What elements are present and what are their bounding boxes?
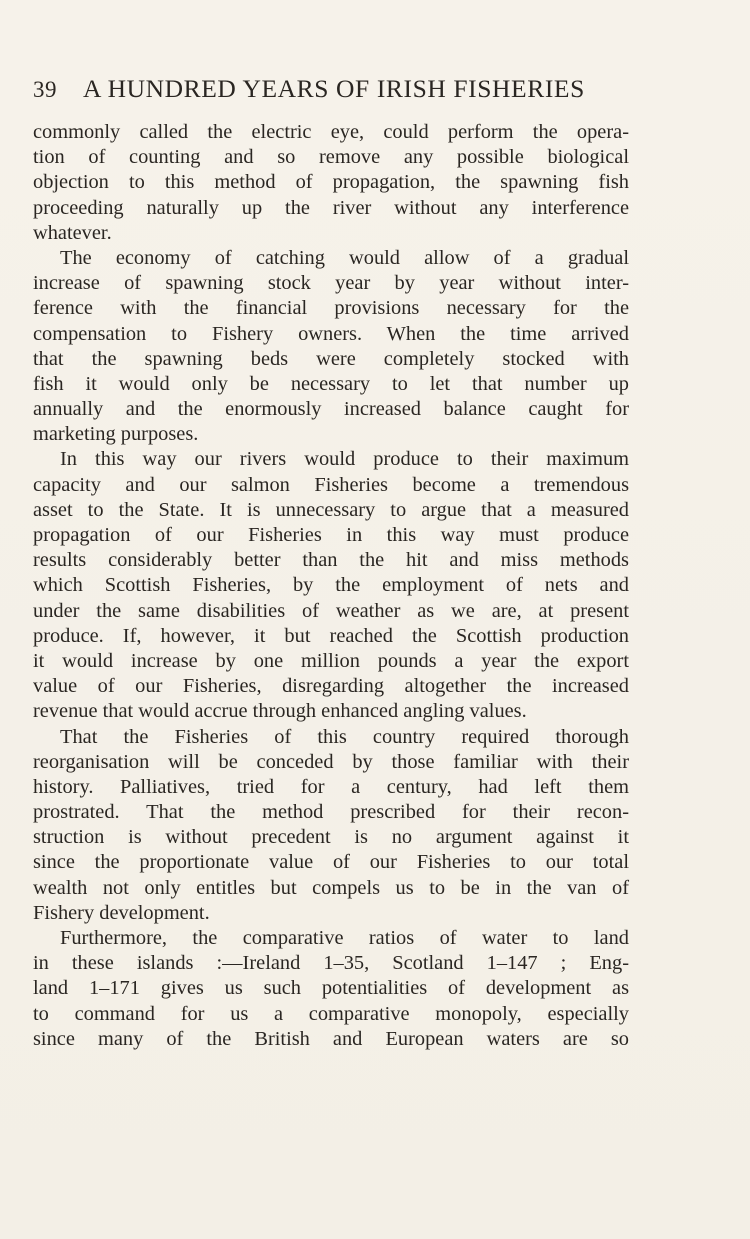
text-line: increase of spawning stock year by year without inter- (33, 272, 629, 295)
paragraph (33, 120, 629, 246)
paragraph (33, 926, 629, 1052)
text-line: that the spawning beds were completely stocked with (33, 347, 629, 370)
running-title: A HUNDRED YEARS OF IRISH FISHERIES (83, 74, 585, 103)
text-line: revenue that would accrue through enhanced angling values. (33, 700, 527, 723)
text-line: In this way our rivers would produce to their maximum (60, 448, 629, 471)
text-line: asset to the State. It is unnecessary to argue that a measured (33, 498, 629, 521)
text-line: fish it would only be necessary to let that number up (33, 372, 629, 395)
text-line: results considerably better than the hit and miss methods (33, 549, 629, 572)
text-line: That the Fisheries of this country required thorough (60, 725, 629, 748)
text-line: proceeding naturally up the river without any interference (33, 196, 629, 219)
text-line: objection to this method of propagation, the spawning fish (33, 171, 629, 194)
text-line: struction is without precedent is no argument against it (33, 826, 629, 849)
text-line: wealth not only entitles but compels us to be in the van of (33, 876, 629, 899)
paragraph (33, 725, 629, 927)
text-line: in these islands :—Ireland 1–35, Scotland 1–147 ; Eng- (33, 952, 629, 975)
paragraph (33, 246, 629, 448)
text-line: whatever. (33, 221, 112, 244)
text-line: prostrated. That the method prescribed for their recon- (33, 801, 629, 824)
text-line: to command for us a comparative monopoly, especially (33, 1002, 629, 1025)
text-line: capacity and our salmon Fisheries become a tremendous (33, 473, 629, 496)
text-line: under the same disabilities of weather as we are, at present (33, 599, 629, 622)
page-header (33, 74, 633, 110)
text-line: annually and the enormously increased balance caught for (33, 398, 629, 421)
text-line: land 1–171 gives us such potentialities of development as (33, 977, 629, 1000)
text-line: Furthermore, the comparative ratios of water to land (60, 927, 629, 949)
body-text (33, 120, 629, 1052)
text-line: The economy of catching would allow of a gradual (60, 246, 629, 269)
text-line: which Scottish Fisheries, by the employment of nets and (33, 574, 629, 597)
text-line: marketing purposes. (33, 423, 199, 446)
text-line: ference with the financial provisions necessary for the (33, 297, 629, 320)
text-line: it would increase by one million pounds a year the export (33, 649, 629, 672)
text-line: value of our Fisheries, disregarding altogether the increased (33, 675, 629, 698)
text-line: produce. If, however, it but reached the Scottish production (33, 624, 629, 647)
text-line: history. Palliatives, tried for a century, had left them (33, 775, 629, 798)
text-line: since many of the British and European waters are so (33, 1027, 629, 1050)
text-line: commonly called the electric eye, could perform the opera- (33, 121, 629, 143)
text-line: propagation of our Fisheries in this way must produce (33, 524, 629, 546)
text-line: reorganisation will be conceded by those familiar with their (33, 750, 629, 773)
text-line: Fishery development. (33, 901, 210, 924)
paragraph (33, 447, 629, 724)
page-number: 39 (33, 77, 57, 102)
text-line: compensation to Fishery owners. When the time arrived (33, 322, 629, 345)
text-line: since the proportionate value of our Fisheries to our total (33, 851, 629, 874)
text-line: tion of counting and so remove any possible biological (33, 146, 629, 169)
